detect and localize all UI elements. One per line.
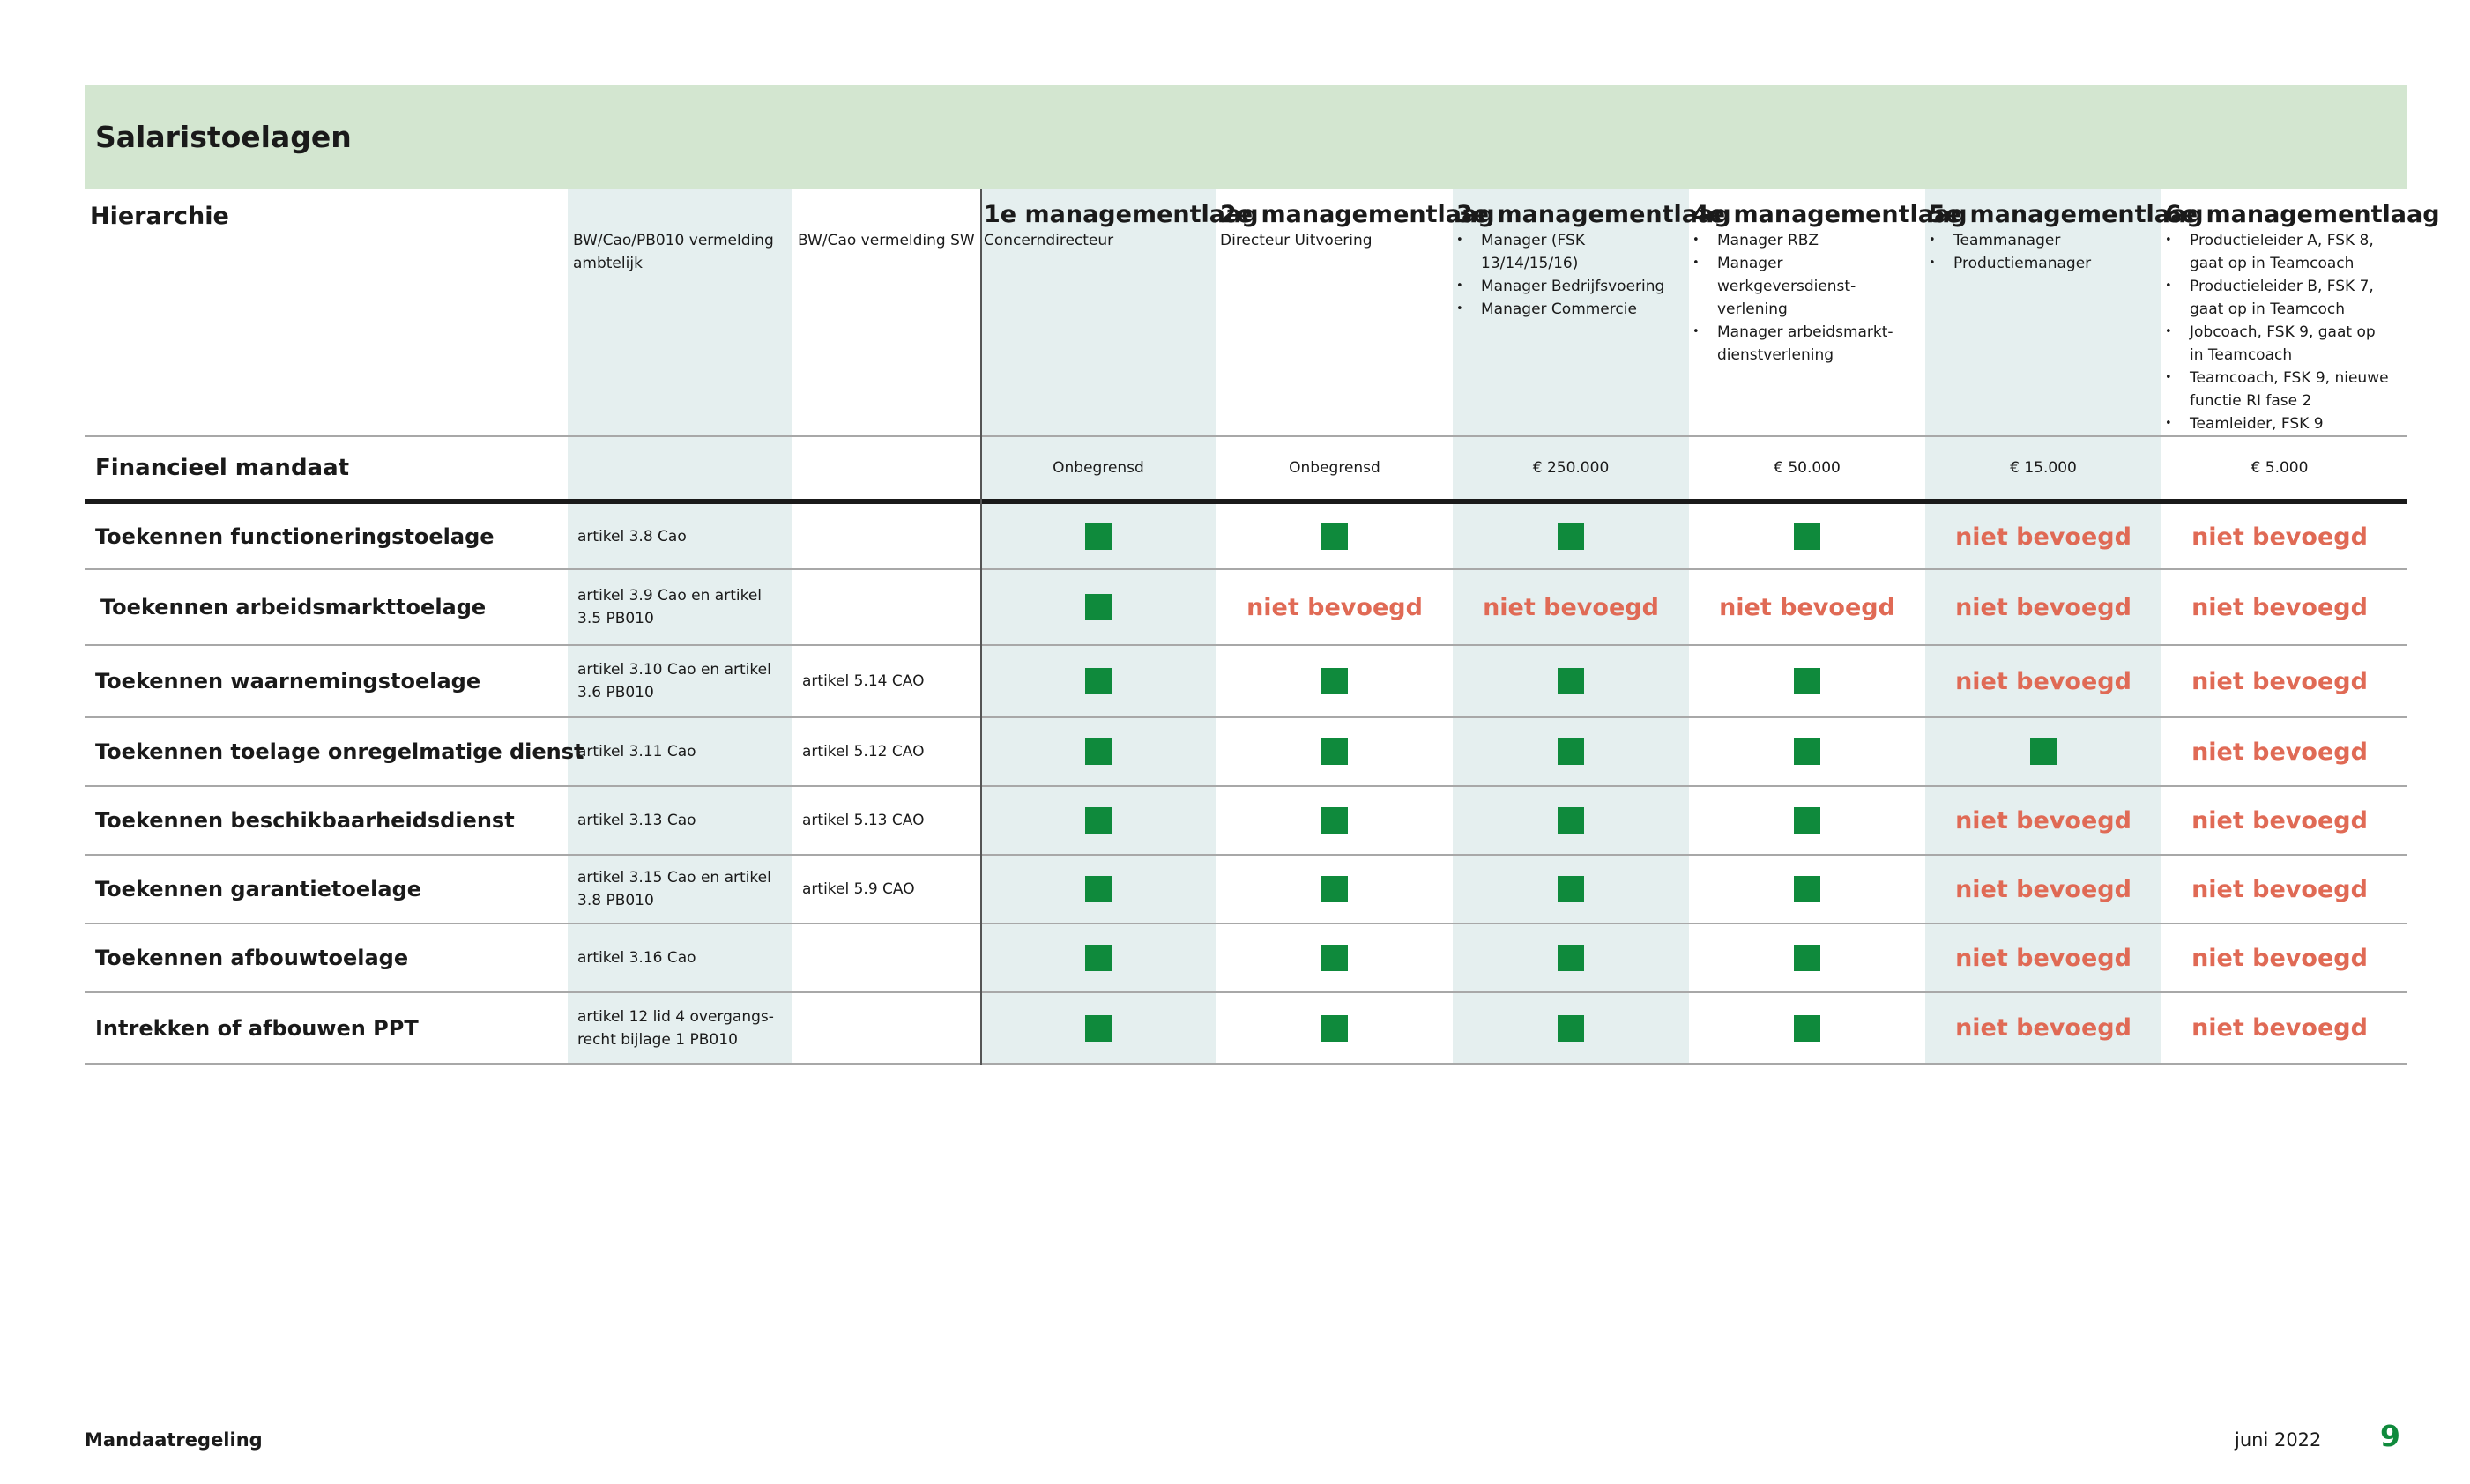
not-authorized-label xyxy=(1925,855,2161,924)
row-label: Toekennen arbeidsmarkttoelage xyxy=(100,595,487,620)
role-item: • Teammanager xyxy=(1929,229,2156,252)
row-label: Toekennen toelage onregelmatige dienst xyxy=(95,739,584,764)
column-role-list xyxy=(2165,229,2392,435)
green-square-icon xyxy=(1794,876,1820,902)
authorized-mark xyxy=(980,855,1216,924)
green-square-icon xyxy=(1794,945,1820,971)
green-square-icon xyxy=(1085,807,1112,834)
green-square-icon xyxy=(1085,876,1112,902)
page-title: Salaristoelagen xyxy=(95,119,352,154)
article-reference-official: artikel 3.8 Cao xyxy=(577,528,687,545)
green-square-icon xyxy=(1321,738,1348,765)
not-authorized-label xyxy=(2161,786,2398,855)
green-square-icon xyxy=(1321,807,1348,834)
role-item: • Productiemanager xyxy=(1929,252,2156,275)
not-authorized-text: niet bevoegd xyxy=(1246,593,1423,621)
authorized-mark xyxy=(1689,717,1925,786)
authorized-mark xyxy=(980,504,1216,569)
authorized-mark xyxy=(1689,992,1925,1064)
green-square-icon xyxy=(1321,945,1348,971)
role-item: • Manager arbeidsmarkt-dienstverlening xyxy=(1693,321,1920,367)
article-reference-sw: artikel 5.13 CAO xyxy=(802,812,925,829)
authorized-mark xyxy=(1453,924,1689,992)
not-authorized-label xyxy=(2161,855,2398,924)
green-square-icon xyxy=(1085,738,1112,765)
not-authorized-label xyxy=(1925,645,2161,717)
authorized-mark xyxy=(1453,992,1689,1064)
green-square-icon xyxy=(1085,945,1112,971)
article-reference-sw: artikel 5.12 CAO xyxy=(802,743,925,761)
row-label: Toekennen functioneringstoelage xyxy=(95,524,495,549)
column-description: Concerndirecteur xyxy=(984,232,1114,249)
authorized-mark xyxy=(1925,717,2161,786)
article-reference-official: artikel 3.11 Cao xyxy=(577,743,696,761)
green-square-icon xyxy=(1321,523,1348,550)
not-authorized-label xyxy=(2161,504,2398,569)
column-title: 6e managementlaag xyxy=(2165,201,2440,228)
authorized-mark xyxy=(1453,855,1689,924)
article-reference-official: artikel 3.16 Cao xyxy=(577,949,696,967)
hierarchy-label: Hierarchie xyxy=(90,203,229,230)
green-square-icon xyxy=(1558,738,1584,765)
authorized-mark xyxy=(980,569,1216,645)
not-authorized-text: niet bevoegd xyxy=(2191,593,2368,621)
financial-mandate-value: € 5.000 xyxy=(2251,459,2309,477)
authorized-mark xyxy=(1216,855,1453,924)
role-item: • Teamleider, FSK 9 xyxy=(2165,412,2392,435)
authorized-mark xyxy=(1216,504,1453,569)
authorized-mark xyxy=(1216,645,1453,717)
authorized-mark xyxy=(1216,992,1453,1064)
column-title: 2e managementlaag xyxy=(1220,201,1495,228)
not-authorized-label xyxy=(2161,924,2398,992)
authorized-mark xyxy=(1689,645,1925,717)
green-square-icon xyxy=(1085,523,1112,550)
row-label: Toekennen garantietoelage xyxy=(95,877,422,902)
column-role-list xyxy=(1693,229,1920,367)
not-authorized-text: niet bevoegd xyxy=(1955,523,2131,551)
not-authorized-text: niet bevoegd xyxy=(1955,1014,2131,1042)
authorized-mark xyxy=(1453,717,1689,786)
authorized-mark xyxy=(1453,786,1689,855)
green-square-icon xyxy=(1085,1015,1112,1042)
not-authorized-label xyxy=(1925,569,2161,645)
not-authorized-label xyxy=(1453,569,1689,645)
green-square-icon xyxy=(1794,738,1820,765)
column-title: 5e managementlaag xyxy=(1929,201,2204,228)
role-item: • Manager (FSK 13/14/15/16) xyxy=(1456,229,1684,275)
article-reference-official: artikel 3.13 Cao xyxy=(577,812,696,829)
role-item: • Manager werkgeversdienst-verlening xyxy=(1693,252,1920,321)
green-square-icon xyxy=(1558,668,1584,694)
not-authorized-label xyxy=(2161,992,2398,1064)
role-item: • Teamcoach, FSK 9, nieuwe functie RI fase 2 xyxy=(2165,367,2392,412)
authorized-mark xyxy=(1689,924,1925,992)
article-reference-sw: artikel 5.9 CAO xyxy=(802,880,915,898)
financial-mandate-value: € 15.000 xyxy=(2010,459,2077,477)
green-square-icon xyxy=(1085,668,1112,694)
article-reference-official: artikel 3.10 Cao en artikel 3.6 PB010 xyxy=(577,661,771,701)
financial-mandate-label: Financieel mandaat xyxy=(95,455,350,481)
not-authorized-text: niet bevoegd xyxy=(2191,806,2368,835)
green-square-icon xyxy=(1558,523,1584,550)
role-item: • Jobcoach, FSK 9, gaat op in Teamcoach xyxy=(2165,321,2392,367)
not-authorized-label xyxy=(2161,717,2398,786)
column-title: 1e managementlaag xyxy=(984,201,1259,228)
authorized-mark xyxy=(1453,645,1689,717)
green-square-icon xyxy=(1794,523,1820,550)
not-authorized-label xyxy=(1925,924,2161,992)
not-authorized-label xyxy=(1689,569,1925,645)
green-square-icon xyxy=(1794,807,1820,834)
green-square-icon xyxy=(1794,1015,1820,1042)
column-role-list xyxy=(1456,229,1684,321)
column-role-list xyxy=(1929,229,2156,275)
financial-mandate-value: € 50.000 xyxy=(1774,459,1841,477)
not-authorized-text: niet bevoegd xyxy=(1955,593,2131,621)
green-square-icon xyxy=(1558,807,1584,834)
green-square-icon xyxy=(1321,876,1348,902)
document-date: juni 2022 xyxy=(2235,1429,2322,1451)
not-authorized-label xyxy=(1216,569,1453,645)
row-label: Toekennen afbouwtoelage xyxy=(95,946,409,970)
green-square-icon xyxy=(1558,1015,1584,1042)
role-item: • Productieleider A, FSK 8, gaat op in Teamcoach xyxy=(2165,229,2392,275)
not-authorized-label xyxy=(2161,645,2398,717)
authorized-mark xyxy=(1689,786,1925,855)
not-authorized-label xyxy=(2161,569,2398,645)
not-authorized-text: niet bevoegd xyxy=(2191,667,2368,695)
authorized-mark xyxy=(1216,717,1453,786)
authorized-mark xyxy=(1689,855,1925,924)
not-authorized-text: niet bevoegd xyxy=(1955,806,2131,835)
not-authorized-label xyxy=(1925,992,2161,1064)
not-authorized-text: niet bevoegd xyxy=(2191,944,2368,972)
not-authorized-text: niet bevoegd xyxy=(1955,667,2131,695)
not-authorized-text: niet bevoegd xyxy=(2191,1014,2368,1042)
not-authorized-label xyxy=(1925,504,2161,569)
not-authorized-text: niet bevoegd xyxy=(2191,738,2368,766)
section-banner xyxy=(85,85,2407,189)
row-label: Intrekken of afbouwen PPT xyxy=(95,1015,419,1041)
authorized-mark xyxy=(1453,504,1689,569)
financial-mandate-value: Onbegrensd xyxy=(1289,459,1380,477)
green-square-icon xyxy=(1558,876,1584,902)
authorized-mark xyxy=(980,924,1216,992)
authorized-mark xyxy=(1216,786,1453,855)
column-title: 4e managementlaag xyxy=(1693,201,1968,228)
article-reference-official: artikel 12 lid 4 overgangs-recht bijlage 1 PB010 xyxy=(577,1007,774,1049)
financial-mandate-value: Onbegrensd xyxy=(1053,459,1144,477)
role-item: • Manager Bedrijfsvoering xyxy=(1456,275,1684,298)
not-authorized-text: niet bevoegd xyxy=(1483,593,1659,621)
not-authorized-text: niet bevoegd xyxy=(1955,875,2131,903)
green-square-icon xyxy=(1321,1015,1348,1042)
not-authorized-text: niet bevoegd xyxy=(1955,944,2131,972)
authorized-mark xyxy=(1216,924,1453,992)
article-reference-official: artikel 3.15 Cao en artikel 3.8 PB010 xyxy=(577,869,771,909)
not-authorized-label xyxy=(1925,786,2161,855)
not-authorized-text: niet bevoegd xyxy=(2191,523,2368,551)
bw-sw-heading: BW/Cao vermelding SW xyxy=(798,232,975,249)
authorized-mark xyxy=(1689,504,1925,569)
authorized-mark xyxy=(980,717,1216,786)
document-name: Mandaatregeling xyxy=(85,1429,263,1451)
not-authorized-text: niet bevoegd xyxy=(1719,593,1895,621)
green-square-icon xyxy=(1321,668,1348,694)
green-square-icon xyxy=(1794,668,1820,694)
green-square-icon xyxy=(1085,594,1112,620)
role-item: • Productieleider B, FSK 7, gaat op in Teamcoch xyxy=(2165,275,2392,321)
column-description: Directeur Uitvoering xyxy=(1220,232,1373,249)
column-title: 3e managementlaag xyxy=(1456,201,1731,228)
green-square-icon xyxy=(2030,738,2057,765)
article-reference-official: artikel 3.9 Cao en artikel 3.5 PB010 xyxy=(577,587,763,627)
row-label: Toekennen beschikbaarheidsdienst xyxy=(95,808,515,833)
not-authorized-text: niet bevoegd xyxy=(2191,875,2368,903)
authorized-mark xyxy=(980,992,1216,1064)
article-reference-sw: artikel 5.14 CAO xyxy=(802,672,925,690)
role-item: • Manager RBZ xyxy=(1693,229,1920,252)
row-label: Toekennen waarnemingstoelage xyxy=(95,669,481,694)
authorized-mark xyxy=(980,645,1216,717)
green-square-icon xyxy=(1558,945,1584,971)
financial-mandate-value: € 250.000 xyxy=(1532,459,1610,477)
bw-official-heading: BW/Cao/PB010 vermelding ambtelijk xyxy=(573,232,774,272)
page-number: 9 xyxy=(2380,1419,2400,1453)
authorized-mark xyxy=(980,786,1216,855)
role-item: • Manager Commercie xyxy=(1456,298,1684,321)
